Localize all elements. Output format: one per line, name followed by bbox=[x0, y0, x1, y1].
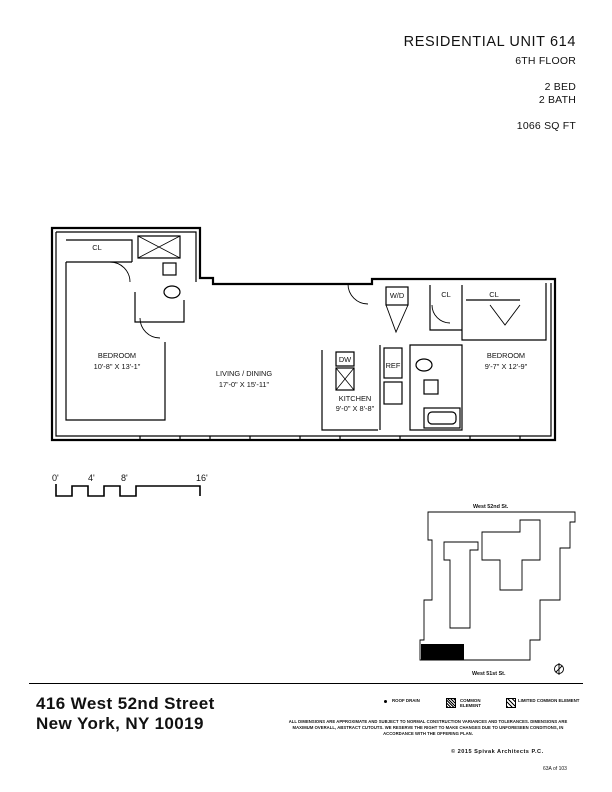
roof-drain-icon bbox=[384, 700, 387, 703]
bedroom-1-dimensions: 10'-8" X 13'-1" bbox=[93, 362, 141, 371]
common-element-icon bbox=[446, 698, 456, 708]
scale-tick-8: 8' bbox=[121, 473, 128, 483]
closet-3-label: CL bbox=[489, 290, 499, 299]
washer-dryer-label: W/D bbox=[389, 291, 405, 300]
unit-location-marker bbox=[421, 644, 464, 660]
area-label: 1066 SQ FT bbox=[516, 120, 576, 132]
north-arrow-icon bbox=[555, 663, 564, 675]
baths-label: 2 BATH bbox=[538, 94, 576, 106]
page-number: 63A of 103 bbox=[543, 766, 567, 772]
living-dimensions: 17'-0" X 15'-11" bbox=[218, 380, 270, 389]
scale-tick-16: 16' bbox=[196, 473, 208, 483]
limited-common-icon bbox=[506, 698, 516, 708]
scale-tick-4: 4' bbox=[88, 473, 95, 483]
dishwasher-label: DW bbox=[338, 355, 352, 364]
kitchen-dimensions: 9'-0" X 8'-8" bbox=[335, 404, 375, 413]
bedroom-1-name: BEDROOM bbox=[97, 351, 137, 360]
scale-tick-0: 0' bbox=[52, 473, 59, 483]
address-line-2: New York, NY 10019 bbox=[36, 714, 204, 733]
disclaimer: ALL DIMENSIONS ARE APPROXIMATE AND SUBJECT TO NORMAL CONSTRUCTION VARIANCES AND TOLERANCES. DIMENSIONS ARE MAXIMUM OVERALL, ABSTRACT CUTOUTS. WE RESERVE THE RIGHT TO MAKE CHANGES DUE TO UNFORESEEN CONDITIONS, IN ACCORDANCE WITH THE OFFERING PLAN. bbox=[288, 719, 568, 737]
closet-2-label: CL bbox=[441, 290, 451, 299]
key-plan-south-street: West 51st St. bbox=[472, 671, 506, 677]
scale-bar bbox=[56, 484, 200, 496]
beds-label: 2 BED bbox=[544, 81, 576, 93]
refrigerator-label: REF bbox=[385, 361, 401, 370]
unit-title: RESIDENTIAL UNIT 614 bbox=[403, 34, 576, 50]
kitchen-name: KITCHEN bbox=[338, 394, 372, 403]
footer-rule bbox=[29, 683, 583, 684]
copyright: © 2015 Spivak Architects P.C. bbox=[451, 749, 544, 755]
key-plan-north-street: West 52nd St. bbox=[473, 504, 509, 510]
key-plan bbox=[420, 512, 575, 660]
outer-wall bbox=[52, 228, 555, 440]
living-name: LIVING / DINING bbox=[215, 369, 273, 378]
address-line-1: 416 West 52nd Street bbox=[36, 694, 215, 713]
bedroom-2-name: BEDROOM bbox=[486, 351, 526, 360]
closet-1-label: CL bbox=[92, 243, 102, 252]
bedroom-2-dimensions: 9'-7" X 12'-9" bbox=[484, 362, 528, 371]
floor-label: 6TH FLOOR bbox=[515, 55, 576, 67]
